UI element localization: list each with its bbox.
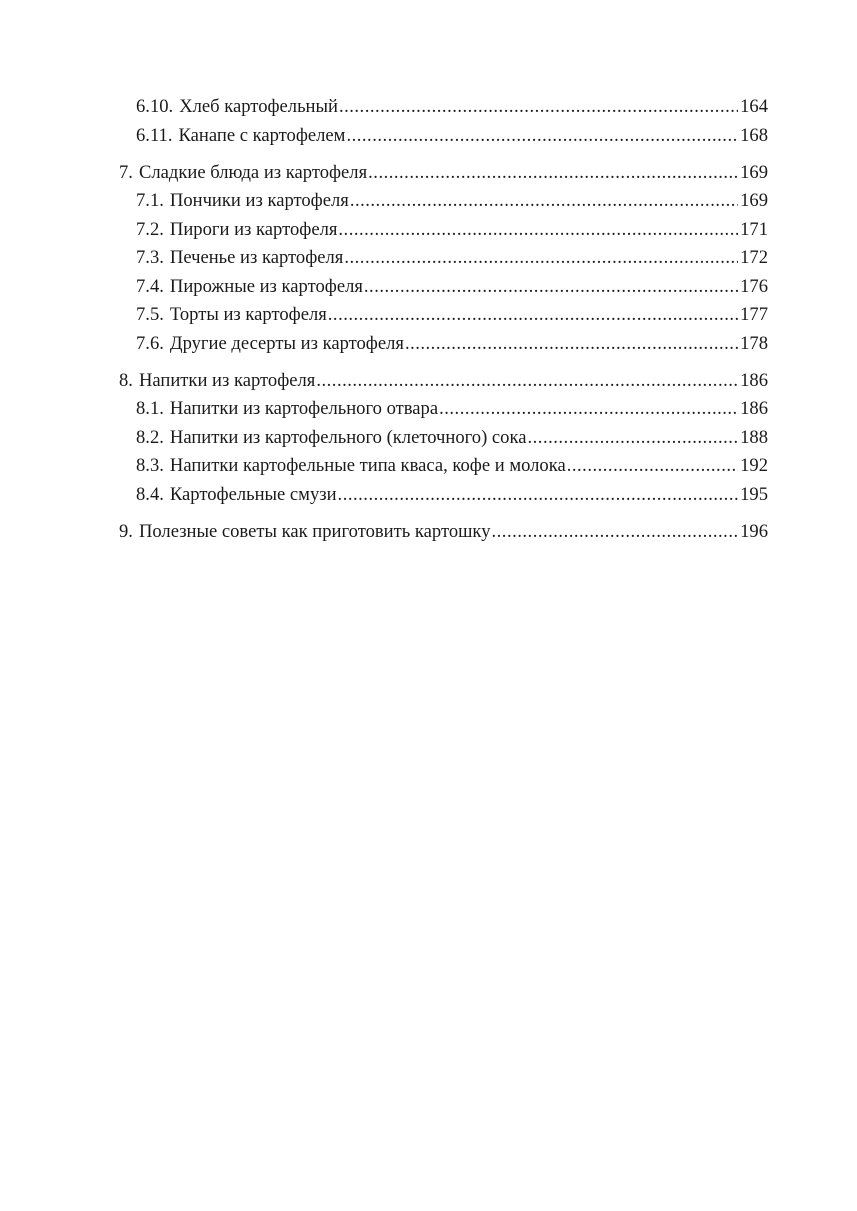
toc-entry-page: 186 [740,369,768,391]
toc-entry-page: 196 [740,520,768,542]
toc-entry[interactable] [119,330,768,359]
toc-entry[interactable] [119,452,768,481]
toc-chapter-entry[interactable] [119,367,768,396]
toc-entry-number: 8.3. [136,455,164,476]
dot-leader [528,424,739,453]
toc-entry-page: 169 [740,161,768,183]
toc-entry-number: 7. [119,161,133,183]
toc-entry-page: 164 [740,96,768,117]
toc-entry[interactable] [119,122,768,151]
toc-entry-number: 8.4. [136,483,164,505]
toc-entry-title: Пончики из картофеля [169,190,349,211]
toc-entry-page: 186 [740,398,768,419]
toc-entry-page: 171 [740,218,768,240]
toc-entry-page: 188 [740,426,768,448]
toc-entry[interactable] [119,244,768,273]
toc-entry[interactable] [119,93,768,122]
toc-entry-number: 7.4. [136,275,164,297]
toc-entry[interactable] [119,216,768,245]
toc-entry-number: 7.1. [136,190,164,211]
toc-entry-page: 176 [740,275,768,297]
toc-entry-title: Сладкие блюда из картофеля [138,161,368,183]
toc-entry-page: 177 [740,304,768,325]
toc-entry[interactable] [119,187,768,216]
toc-entry-title: Хлеб картофельный [179,96,338,117]
toc-entry[interactable] [119,273,768,302]
dot-leader [338,216,738,245]
toc-entry-title: Пирожные из картофеля [169,275,363,297]
dot-leader [405,330,738,359]
dot-leader [350,187,738,216]
toc-entry-title: Напитки картофельные типа кваса, кофе и молока [169,455,566,476]
toc-entry[interactable] [119,481,768,510]
toc-entry-number: 7.3. [136,247,164,268]
toc-entry-number: 6.11. [136,124,173,146]
toc-entry-number: 7.5. [136,304,164,325]
toc-entry-page: 192 [740,455,768,476]
toc-entry-number: 6.10. [136,96,174,117]
toc-entry-page: 168 [740,124,768,146]
dot-leader [492,518,739,547]
toc-entry-title: Напитки из картофельного (клеточного) сока [169,426,527,448]
toc-entry-title: Полезные советы как приготовить картошку [138,520,491,542]
toc-entry-page: 178 [740,332,768,354]
dot-leader [316,367,738,396]
dot-leader [338,481,739,510]
toc-entry-title: Другие десерты из картофеля [169,332,404,354]
toc-entry-number: 7.2. [136,218,164,240]
dot-leader [364,273,738,302]
toc-entry-number: 7.6. [136,332,164,354]
toc-entry-title: Напитки из картофельного отвара [169,398,439,419]
toc-entry[interactable] [119,424,768,453]
toc-chapter-entry[interactable] [119,518,768,547]
toc-entry-title: Пироги из картофеля [169,218,338,240]
dot-leader [328,301,738,330]
toc-entry-number: 8.2. [136,426,164,448]
toc-entry[interactable] [119,301,768,330]
toc-entry-number: 8. [119,369,133,391]
dot-leader [439,395,738,424]
toc-entry-number: 8.1. [136,398,164,419]
toc-entry[interactable] [119,395,768,424]
dot-leader [344,244,738,273]
dot-leader [368,159,738,188]
toc-chapter-entry[interactable] [119,159,768,188]
toc-entry-title: Напитки из картофеля [138,369,316,391]
toc-entry-number: 9. [119,520,133,542]
dot-leader [567,452,738,481]
table-of-contents [119,93,768,546]
toc-entry-page: 172 [740,247,768,268]
toc-entry-title: Канапе с картофелем [178,124,346,146]
dot-leader [346,122,738,151]
toc-entry-page: 169 [740,190,768,211]
toc-entry-title: Торты из картофеля [169,304,327,325]
dot-leader [339,93,738,122]
toc-entry-page: 195 [740,483,768,505]
toc-entry-title: Печенье из картофеля [169,247,344,268]
toc-entry-title: Картофельные смузи [169,483,337,505]
